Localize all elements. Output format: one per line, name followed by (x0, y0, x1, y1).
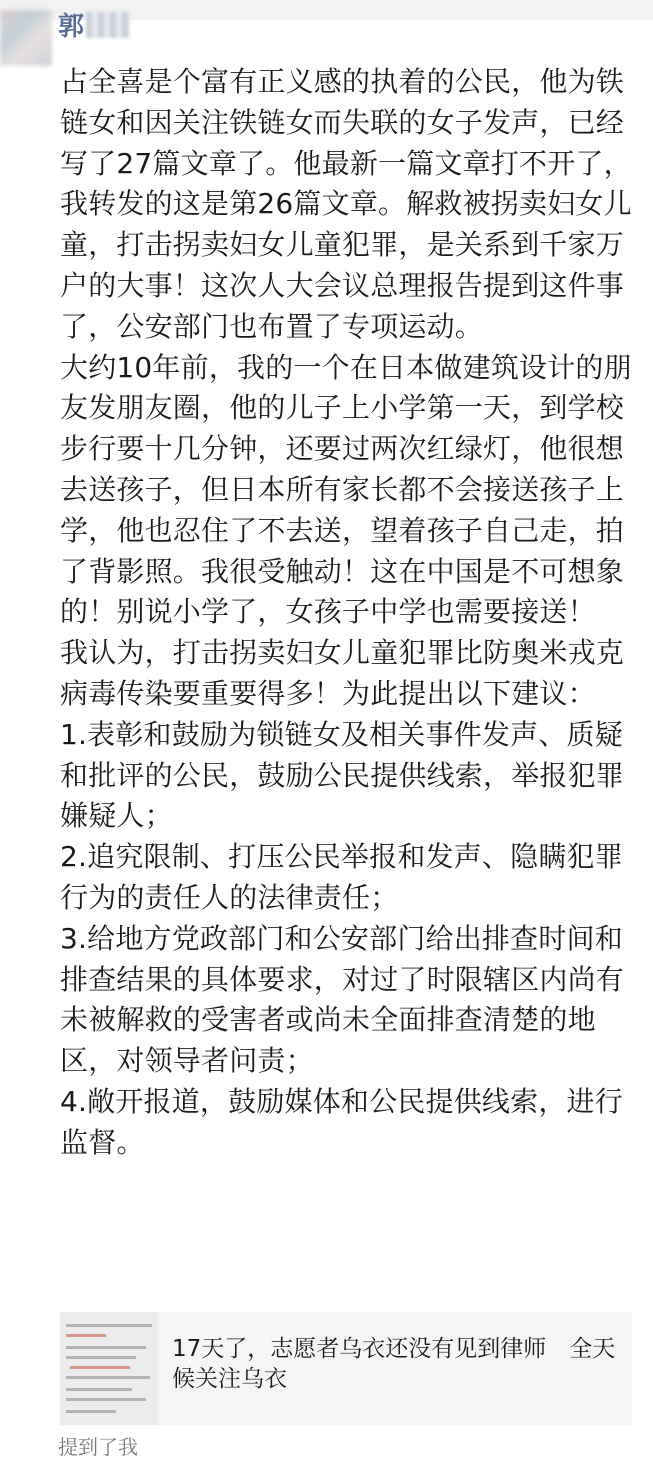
avatar[interactable] (0, 10, 52, 66)
author-name-text: 郭 (58, 12, 85, 42)
post-paragraph-5: 2.追究限制、打压公民举报和发声、隐瞒犯罪行为的责任人的法律责任； (60, 840, 623, 914)
post-paragraph-7: 4.敞开报道，鼓励媒体和公民提供线索，进行监督。 (60, 1084, 623, 1159)
post-paragraph-1: 占全喜是个富有正义感的执着的公民，他为铁链女和因关注铁链女而失联的女子发声，已经写了27篇文章了。他最新一篇文章打不开了，我转发的这是第26篇文章。解救被拐卖妇女儿童，打击拐卖妇女儿童犯罪，是关系到千家万户的大事！这次人大会议总理报告提到这件事了，公安部门也布置了专项运动。 (60, 65, 632, 343)
post-paragraph-4: 1.表彰和鼓励为锁链女及相关事件发声、质疑和批评的公民，鼓励公民提供线索，举报犯罪嫌疑人； (60, 717, 625, 833)
article-title: 17天了，志愿者乌衣还没有见到律师 全天候关注乌衣 (172, 1336, 616, 1392)
post-paragraph-3: 我认为，打击拐卖妇女儿童犯罪比防奥米戎克病毒传染要重要得多！为此提出以下建议： (60, 636, 625, 710)
post-paragraph-2: 大约10年前，我的一个在日本做建筑设计的朋友发朋友圈，他的儿子上小学第一天，到学校步行要十几分钟，还要过两次红绿灯，他很想去送孩子，但日本所有家长都不会接送孩子上学，他也忍住了不去送，望着孩子自己走，拍了背影照。我很受触动！这在中国是不可想象的！别说小学了，女孩子中学也需要接送！ (60, 350, 632, 629)
post-paragraph-6: 3.给地方党政部门和公安部门给出排查时间和排查结果的具体要求，对过了时限辖区内尚有未被解救的受害者或尚未全面排查清楚的地区，对领导者问责； (60, 921, 625, 1078)
author-name-mosaic (86, 12, 130, 38)
post-body (60, 62, 645, 1164)
mentioned-me-label: 提到了我 (58, 1435, 138, 1459)
author-name[interactable] (58, 10, 130, 44)
shared-article-card[interactable] (60, 1312, 632, 1425)
article-thumbnail (60, 1312, 158, 1425)
